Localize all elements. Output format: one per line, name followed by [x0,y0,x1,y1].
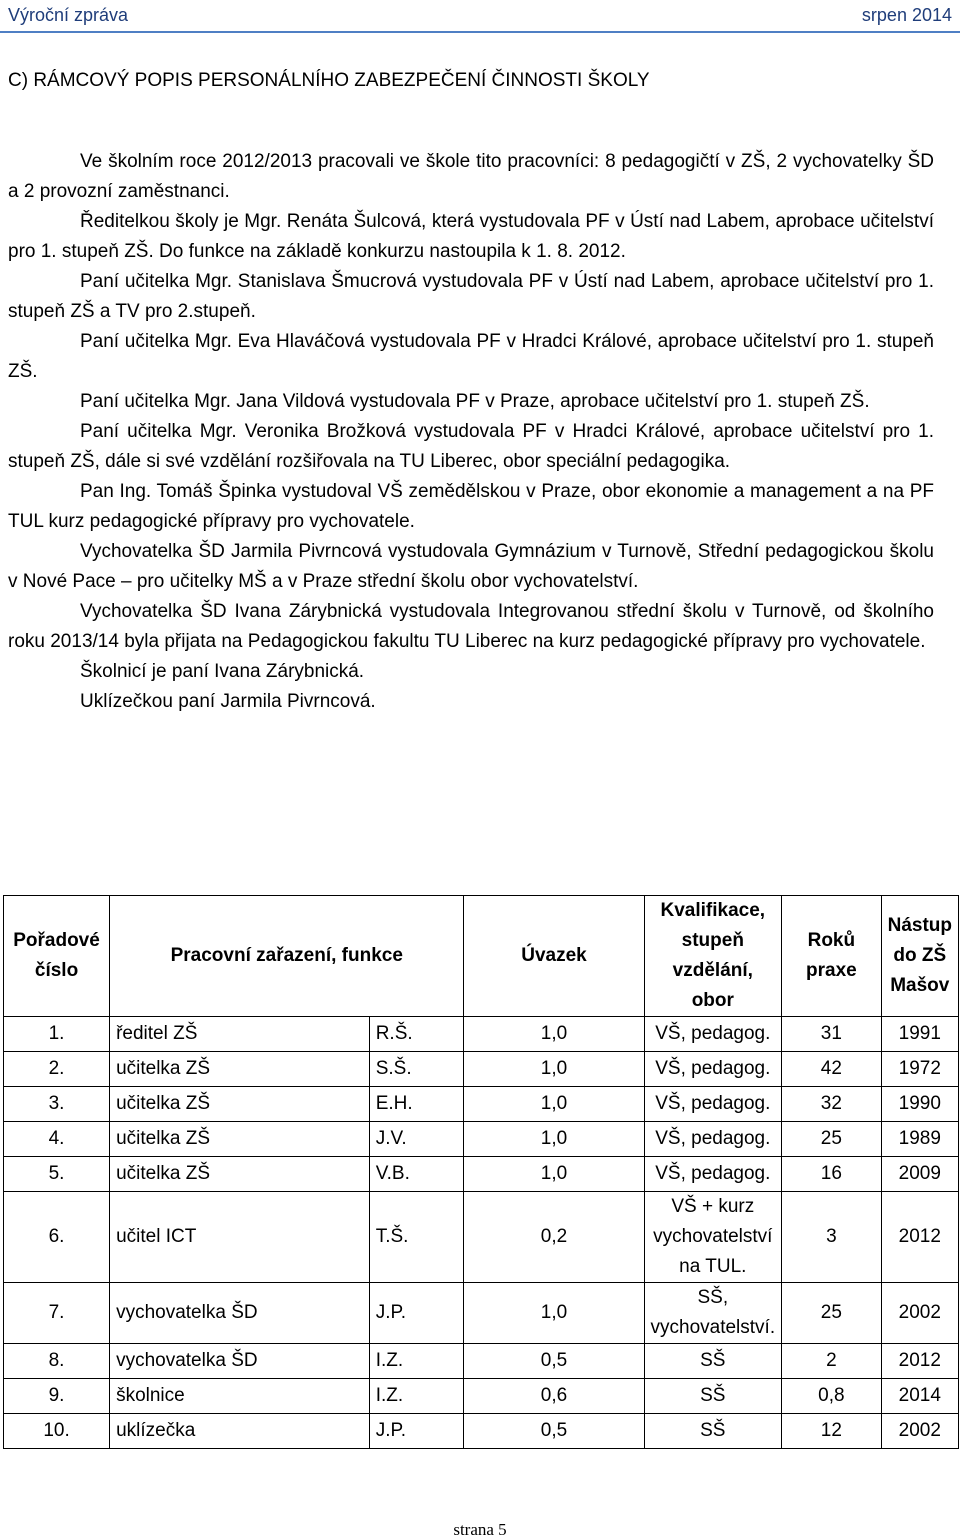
row-workload-cell: 1,0 [464,1017,644,1052]
row-qualification-cell: VŠ, pedagog. [644,1052,782,1087]
table-row [4,1017,959,1052]
table-row [4,1283,959,1344]
row-years-cell: 0,8 [782,1379,881,1414]
table-row [4,1157,959,1192]
row-years-cell: 31 [782,1017,881,1052]
report-title: Výroční zpráva [8,4,129,25]
row-workload-cell: 0,5 [464,1344,644,1379]
row-position-cell: učitelka ZŠ [110,1087,370,1122]
row-qualification-cell: SŠ [644,1344,782,1379]
row-initials-cell: J.P. [369,1414,464,1449]
staff-description [8,147,934,717]
row-qualification-cell: SŠ [644,1414,782,1449]
paragraph: Paní učitelka Mgr. Veronika Brožková vystudovala PF v Hradci Králové, aprobace učitelství pro 1. stupeň ZŠ, dále si své vzdělání rozšiřovala na TU Liberec, obor speciální pedagogika. [8,421,934,472]
section-title: C) RÁMCOVÝ POPIS PERSONÁLNÍHO ZABEZPEČENÍ ČINNOSTI ŠKOLY [8,70,650,91]
row-workload-cell: 1,0 [464,1052,644,1087]
header-cell-start: Nástup do ZŠ Mašov [881,896,958,1017]
row-workload-cell: 1,0 [464,1122,644,1157]
row-number-cell: 4. [4,1122,110,1157]
row-position-cell: učitelka ZŠ [110,1157,370,1192]
row-initials-cell: S.Š. [369,1052,464,1087]
row-start-year-cell: 1990 [881,1087,958,1122]
paragraph: Ředitelkou školy je Mgr. Renáta Šulcová, která vystudovala PF v Ústí nad Labem, aprobace učitelství pro 1. stupeň ZŠ. Do funkce na základě konkurzu nastoupila k 1. 8. 2012. [8,211,934,262]
row-number-cell: 9. [4,1379,110,1414]
row-years-cell: 25 [782,1283,881,1344]
row-initials-cell: I.Z. [369,1344,464,1379]
row-number-cell: 2. [4,1052,110,1087]
row-initials-cell: V.B. [369,1157,464,1192]
row-start-year-cell: 1989 [881,1122,958,1157]
row-qualification-cell: VŠ, pedagog. [644,1122,782,1157]
page-number: strana 5 [453,1520,507,1539]
row-qualification-cell: SŠ [644,1379,782,1414]
row-qualification-cell: VŠ, pedagog. [644,1017,782,1052]
header-cell-order: Pořadové číslo [4,896,110,1017]
row-number-cell: 10. [4,1414,110,1449]
header-cell-qualification: Kvalifikace, stupeň vzdělání, obor [644,896,782,1017]
row-workload-cell: 1,0 [464,1283,644,1344]
row-position-cell: učitelka ZŠ [110,1052,370,1087]
row-years-cell: 42 [782,1052,881,1087]
row-number-cell: 3. [4,1087,110,1122]
paragraph: Vychovatelka ŠD Jarmila Pivrncová vystudovala Gymnázium v Turnově, Střední pedagogickou školu v Nové Pace – pro učitelky MŠ a v Praze střední školu obor vychovatelství. [8,541,934,592]
row-workload-cell: 1,0 [464,1087,644,1122]
report-date: srpen 2014 [861,4,952,25]
row-workload-cell: 0,6 [464,1379,644,1414]
row-start-year-cell: 1972 [881,1052,958,1087]
table-row [4,1414,959,1449]
row-years-cell: 16 [782,1157,881,1192]
table-row [4,1192,959,1283]
table-header-row [4,896,959,1017]
row-qualification-cell: VŠ, pedagog. [644,1087,782,1122]
row-position-cell: uklízečka [110,1414,370,1449]
paragraph: Paní učitelka Mgr. Stanislava Šmucrová vystudovala PF v Ústí nad Labem, aprobace učitelství pro 1. stupeň ZŠ a TV pro 2.stupeň. [8,271,934,322]
header-cell-position: Pracovní zařazení, funkce [110,896,464,1017]
table-row [4,1052,959,1087]
row-start-year-cell: 2012 [881,1344,958,1379]
row-start-year-cell: 2009 [881,1157,958,1192]
row-years-cell: 12 [782,1414,881,1449]
table-row [4,1379,959,1414]
row-position-cell: vychovatelka ŠD [110,1283,370,1344]
staff-table [3,895,959,1449]
paragraph: Pan Ing. Tomáš Špinka vystudoval VŠ zemědělskou v Praze, obor ekonomie a management a na PF TUL kurz pedagogické přípravy pro vychovatele. [8,481,934,532]
row-start-year-cell: 2002 [881,1283,958,1344]
row-initials-cell: R.Š. [369,1017,464,1052]
row-workload-cell: 0,5 [464,1414,644,1449]
row-position-cell: vychovatelka ŠD [110,1344,370,1379]
row-years-cell: 2 [782,1344,881,1379]
table-row [4,1344,959,1379]
row-workload-cell: 0,2 [464,1192,644,1283]
header-cell-workload: Úvazek [464,896,644,1017]
row-years-cell: 3 [782,1192,881,1283]
page-header [8,0,952,30]
row-start-year-cell: 2012 [881,1192,958,1283]
row-years-cell: 25 [782,1122,881,1157]
row-number-cell: 5. [4,1157,110,1192]
row-number-cell: 8. [4,1344,110,1379]
row-qualification-cell: SŠ, vychovatelství. [644,1283,782,1344]
paragraph: Školnicí je paní Ivana Zárybnická. [80,661,365,682]
row-initials-cell: I.Z. [369,1379,464,1414]
row-number-cell: 1. [4,1017,110,1052]
row-position-cell: ředitel ZŠ [110,1017,370,1052]
row-initials-cell: T.Š. [369,1192,464,1283]
row-position-cell: školnice [110,1379,370,1414]
row-number-cell: 6. [4,1192,110,1283]
paragraph: Vychovatelka ŠD Ivana Zárybnická vystudovala Integrovanou střední školu v Turnově, od školního roku 2013/14 byla přijata na Pedagogickou fakultu TU Liberec na kurz pedagogické přípravy pro vychovatele. [8,601,934,652]
table-body [4,1017,959,1449]
paragraph: Ve školním roce 2012/2013 pracovali ve škole tito pracovníci: 8 pedagogičtí v ZŠ, 2 vychovatelky ŠD a 2 provozní zaměstnanci. [8,151,934,202]
row-position-cell: učitelka ZŠ [110,1122,370,1157]
row-initials-cell: E.H. [369,1087,464,1122]
row-position-cell: učitel ICT [110,1192,370,1283]
row-years-cell: 32 [782,1087,881,1122]
row-workload-cell: 1,0 [464,1157,644,1192]
table-row [4,1122,959,1157]
table-row [4,1087,959,1122]
row-initials-cell: J.V. [369,1122,464,1157]
row-start-year-cell: 1991 [881,1017,958,1052]
row-qualification-cell: VŠ, pedagog. [644,1157,782,1192]
row-initials-cell: J.P. [369,1283,464,1344]
header-cell-years: Roků praxe [782,896,881,1017]
row-start-year-cell: 2014 [881,1379,958,1414]
paragraph: Uklízečkou paní Jarmila Pivrncová. [80,691,376,712]
row-number-cell: 7. [4,1283,110,1344]
header-divider [0,31,960,33]
row-qualification-cell: VŠ + kurz vychovatelství na TUL. [644,1192,782,1283]
paragraph: Paní učitelka Mgr. Eva Hlaváčová vystudovala PF v Hradci Králové, aprobace učitelství pro 1. stupeň ZŠ. [8,331,934,382]
row-start-year-cell: 2002 [881,1414,958,1449]
paragraph: Paní učitelka Mgr. Jana Vildová vystudovala PF v Praze, aprobace učitelství pro 1. stupeň ZŠ. [80,391,870,412]
